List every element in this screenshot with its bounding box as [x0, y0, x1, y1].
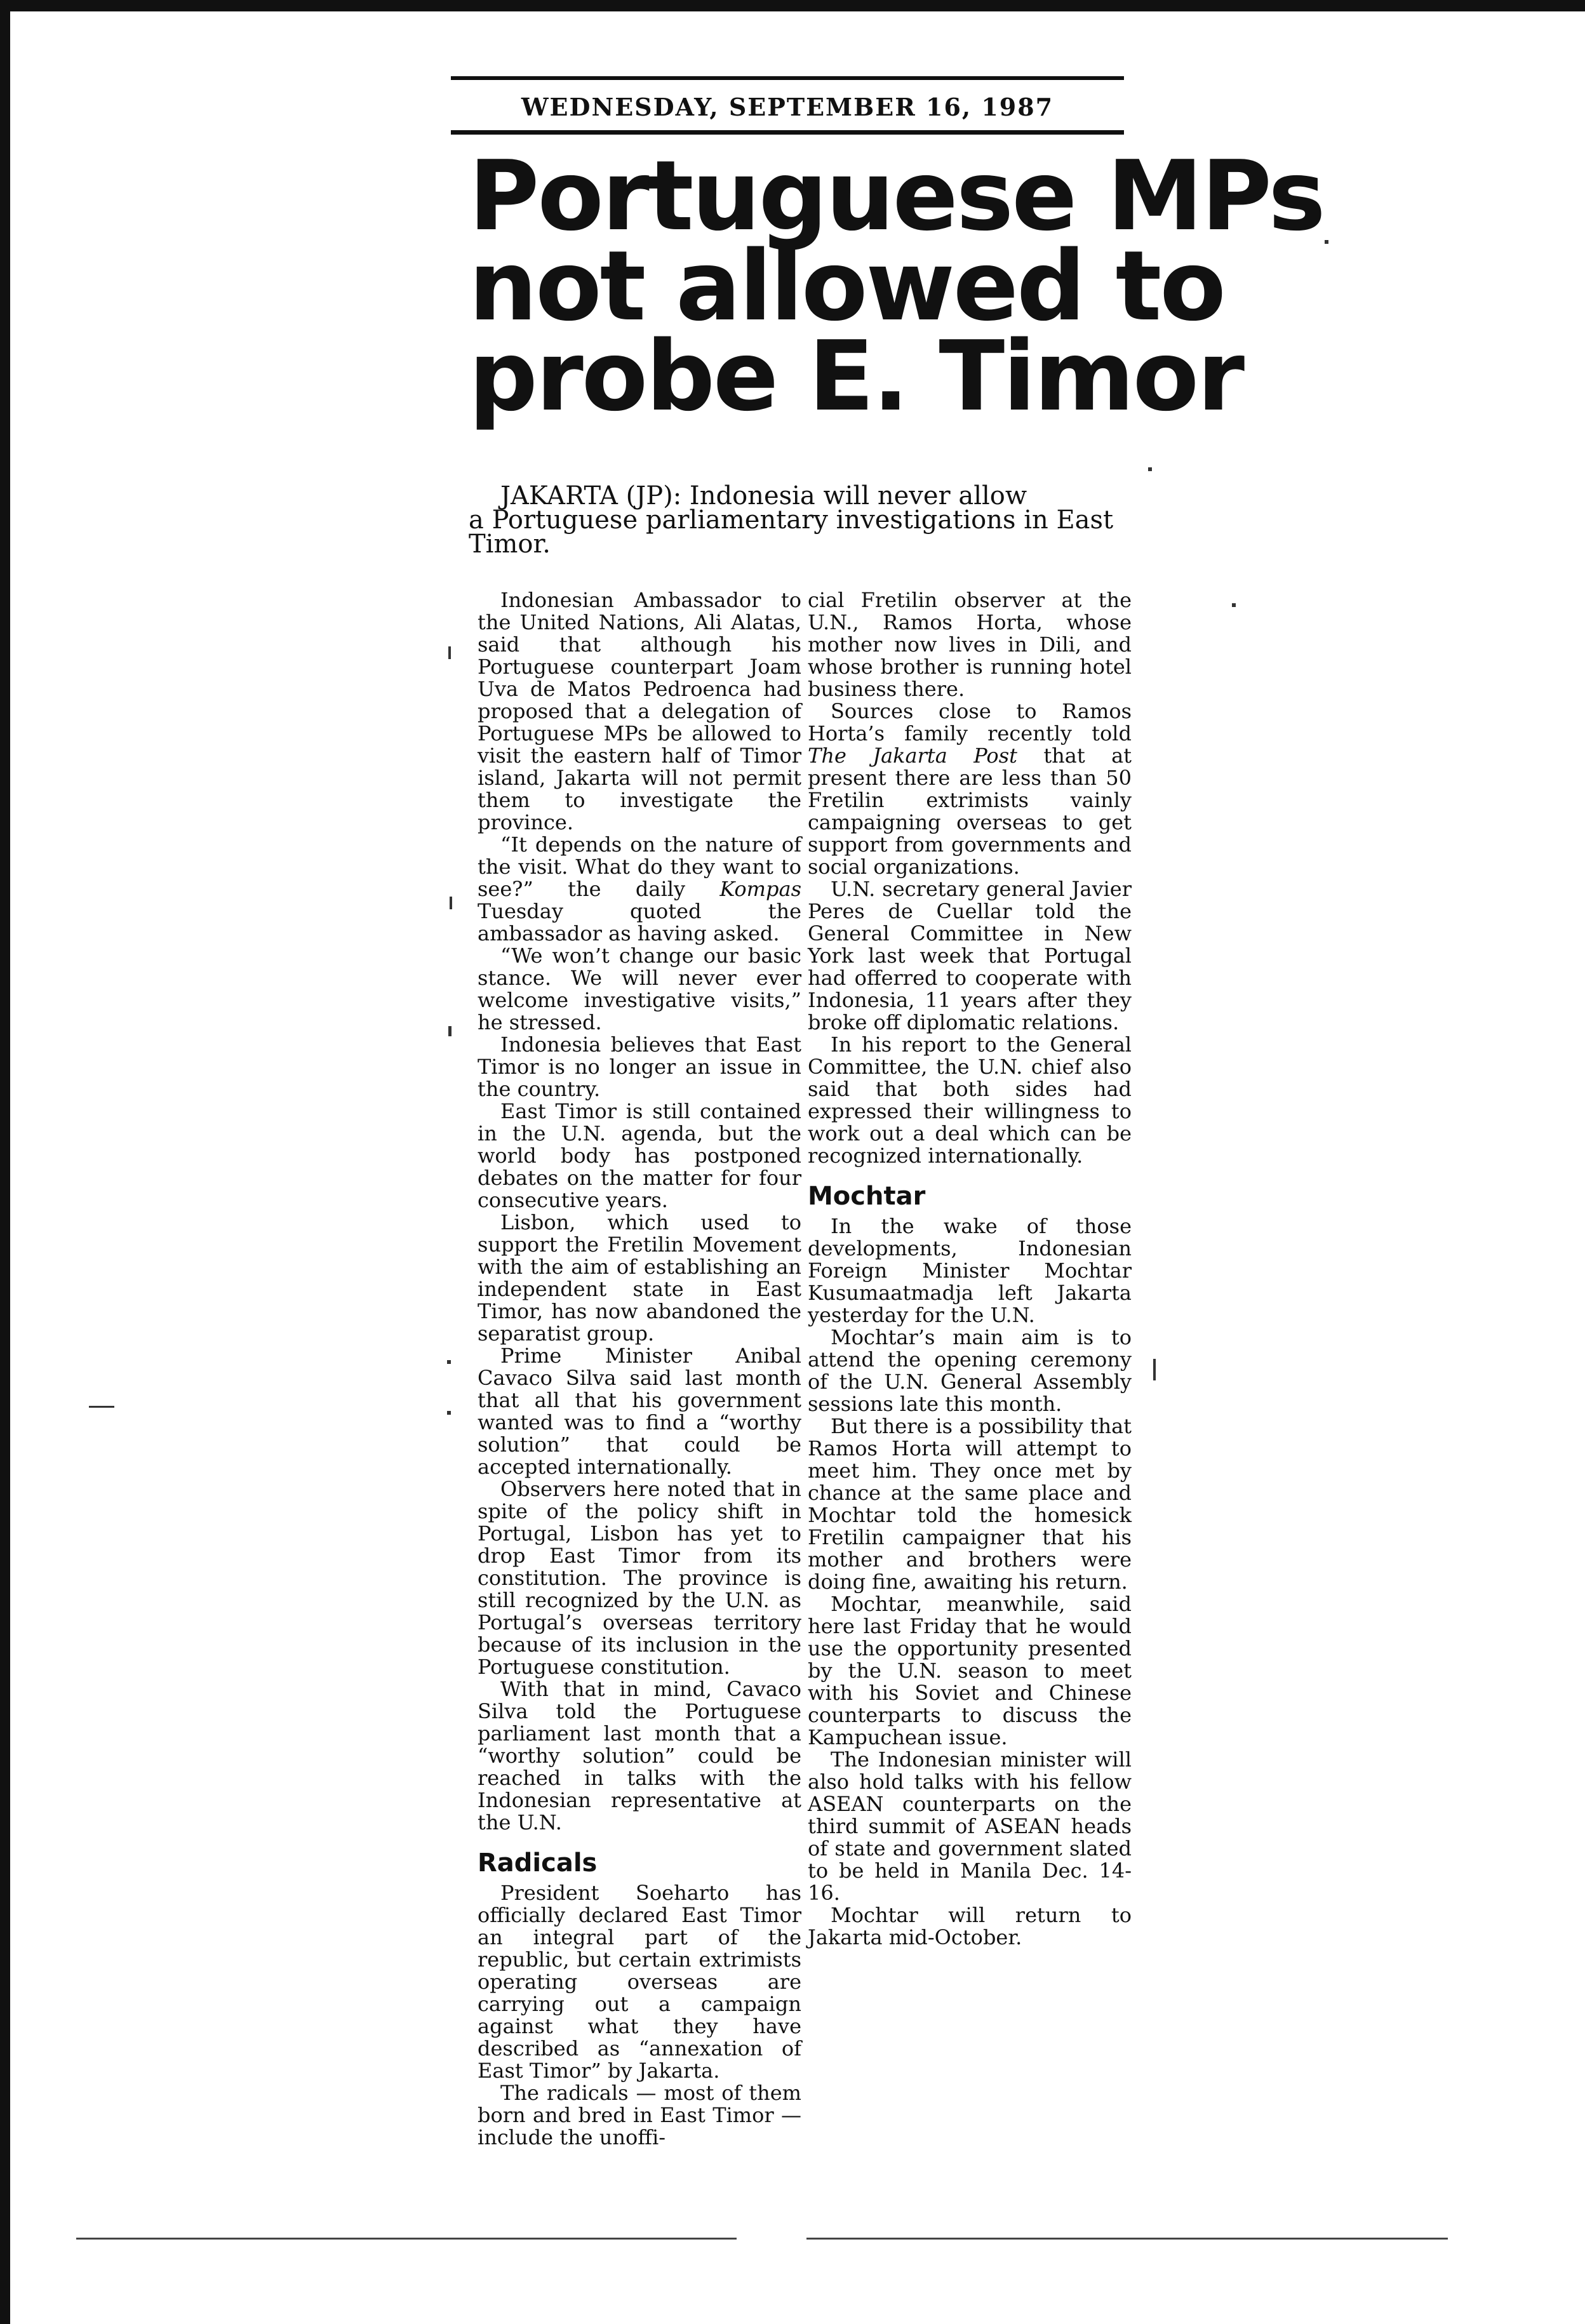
right-paragraph-9: The Indonesian minister will also hold talks with his fellow ASEAN counterparts on the third summit of ASEAN heads of state and government slated to be held in Manila Dec. 14-16.: [808, 1747, 1132, 1905]
dateline-banner: [451, 76, 1124, 135]
left-paragraph-8: Observers here noted that in spite of the policy shift in Portugal, Lisbon has yet to drop East Timor from its constitution. The province is still recognized by the U.N. as Portugal’s overseas territory because of its inclusion in the Portuguese constitution.: [478, 1477, 801, 1679]
scan-speck: [447, 1360, 451, 1364]
subhead-mochtar: Mochtar: [808, 1182, 926, 1211]
right-paragraph-2-c: that at present there are less than 50 Fretilin extrimists vainly campaigning overseas to get support from governments and social organizations.: [808, 744, 1132, 879]
scan-speck: [1153, 1359, 1156, 1380]
article-column-left: [478, 589, 801, 2149]
scan-speck: [448, 1026, 451, 1036]
scan-speck: [1148, 467, 1152, 471]
bottom-rule-left: [76, 2238, 737, 2240]
left-paragraph-5: East Timor is still contained in the U.N. agenda, but the world body has postponed debates on the matter for four consecutive years.: [478, 1099, 801, 1212]
dateline: WEDNESDAY, SEPTEMBER 16, 1987: [521, 93, 1054, 121]
publication-name-jakarta-post: The Jakarta Post: [808, 744, 1017, 768]
left-paragraph-9: With that in mind, Cavaco Silva told the Portuguese parliament last month that a “worthy solution” could be reached in talks with the Indonesian representative at the U.N.: [478, 1677, 801, 1834]
right-paragraph-5: In the wake of those developments, Indonesian Foreign Minister Mochtar Kusumaatmadja left Jakarta yesterday for the U.N.: [808, 1214, 1132, 1327]
dateline-rule-bottom: [451, 130, 1124, 135]
scan-speck: [448, 646, 451, 659]
scan-speck: [1325, 240, 1328, 244]
scan-top-border: [0, 0, 1585, 11]
left-paragraph-2: [478, 834, 801, 945]
bottom-rule-right: [806, 2238, 1448, 2240]
subhead-radicals: Radicals: [478, 1848, 598, 1878]
headline-line-2: not allowed to: [469, 230, 1224, 342]
left-paragraph-11: The radicals — most of them born and bred in East Timor — include the unoffi-: [478, 2081, 801, 2149]
lede-paragraph: [469, 481, 1129, 559]
headline: [469, 140, 1324, 432]
right-paragraph-10: Mochtar will return to Jakarta mid-October.: [808, 1903, 1132, 1949]
left-paragraph-1: Indonesian Ambassador to the United Nations, Ali Alatas, said that although his Portuguese counterpart Joam Uva de Matos Pedroenca had proposed that a delegation of Portuguese MPs be allowed to visit the eastern half of Timor island, Jakarta will not permit them to investigate the province.: [478, 588, 801, 834]
left-paragraph-2-c: Tuesday quoted the ambassador as having asked.: [478, 899, 801, 945]
article-column-right: [808, 589, 1132, 1949]
left-paragraph-6: Lisbon, which used to support the Fretilin Movement with the aim of establishing an independent state in East Timor, has now abandoned the separatist group.: [478, 1210, 801, 1346]
lede-line-1: JAKARTA (JP): Indonesia will never allow: [500, 481, 1027, 511]
scan-speck: [89, 1406, 114, 1408]
right-paragraph-2-a: Sources close to Ramos Horta’s family recently told: [808, 699, 1132, 745]
left-paragraph-7: Prime Minister Anibal Cavaco Silva said last month that all that his government wanted was to find a “worthy solution” that could be accepted internationally.: [478, 1344, 801, 1479]
left-paragraph-3: “We won’t change our basic stance. We will never ever welcome investigative visits,” he stressed.: [478, 944, 801, 1034]
headline-line-3: probe E. Timor: [469, 320, 1243, 432]
scan-speck: [447, 1411, 451, 1415]
scan-left-border: [0, 0, 10, 2324]
right-paragraph-3: U.N. secretary general Javier Peres de Cuellar told the General Committee in New York last week that Portugal had offerred to cooperate with Indonesia, 11 years after they broke off diplomatic relations.: [808, 877, 1132, 1034]
left-paragraph-10: President Soeharto has officially declared East Timor an integral part of the republic, but certain extrimists operating overseas are carrying out a campaign against what they have described as “annexation of East Timor” by Jakarta.: [478, 1881, 801, 2083]
lede-line-2: a Portuguese parliamentary investigations in East Timor.: [469, 505, 1114, 559]
right-paragraph-1: cial Fretilin observer at the U.N., Ramos Horta, whose mother now lives in Dili, and whose brother is running hotel business there.: [808, 588, 1132, 701]
right-paragraph-4: In his report to the General Committee, the U.N. chief also said that both sides had expressed their willingness to work out a deal which can be recognized internationally.: [808, 1032, 1132, 1168]
right-paragraph-8: Mochtar, meanwhile, said here last Friday that he would use the opportunity presented by the U.N. season to meet with his Soviet and Chinese counterparts to discuss the Kampuchean issue.: [808, 1592, 1132, 1749]
scan-speck: [1232, 603, 1236, 607]
right-paragraph-6: Mochtar’s main aim is to attend the opening ceremony of the U.N. General Assembly sessions late this month.: [808, 1325, 1132, 1416]
scan-speck: [450, 897, 452, 909]
left-paragraph-4: Indonesia believes that East Timor is no longer an issue in the country.: [478, 1032, 801, 1101]
right-paragraph-2: [808, 700, 1132, 878]
headline-line-1: Portuguese MPs: [469, 140, 1324, 252]
left-paragraph-2-a: “It depends on the nature of the visit. What do they want to see?” the daily: [478, 832, 801, 901]
publication-name-kompas: Kompas: [719, 877, 801, 901]
right-paragraph-7: But there is a possibility that Ramos Horta will attempt to meet him. They once met by chance at the same place and Mochtar told the homesick Fretilin campaigner that his mother and brothers were doing fine, awaiting his return.: [808, 1414, 1132, 1594]
